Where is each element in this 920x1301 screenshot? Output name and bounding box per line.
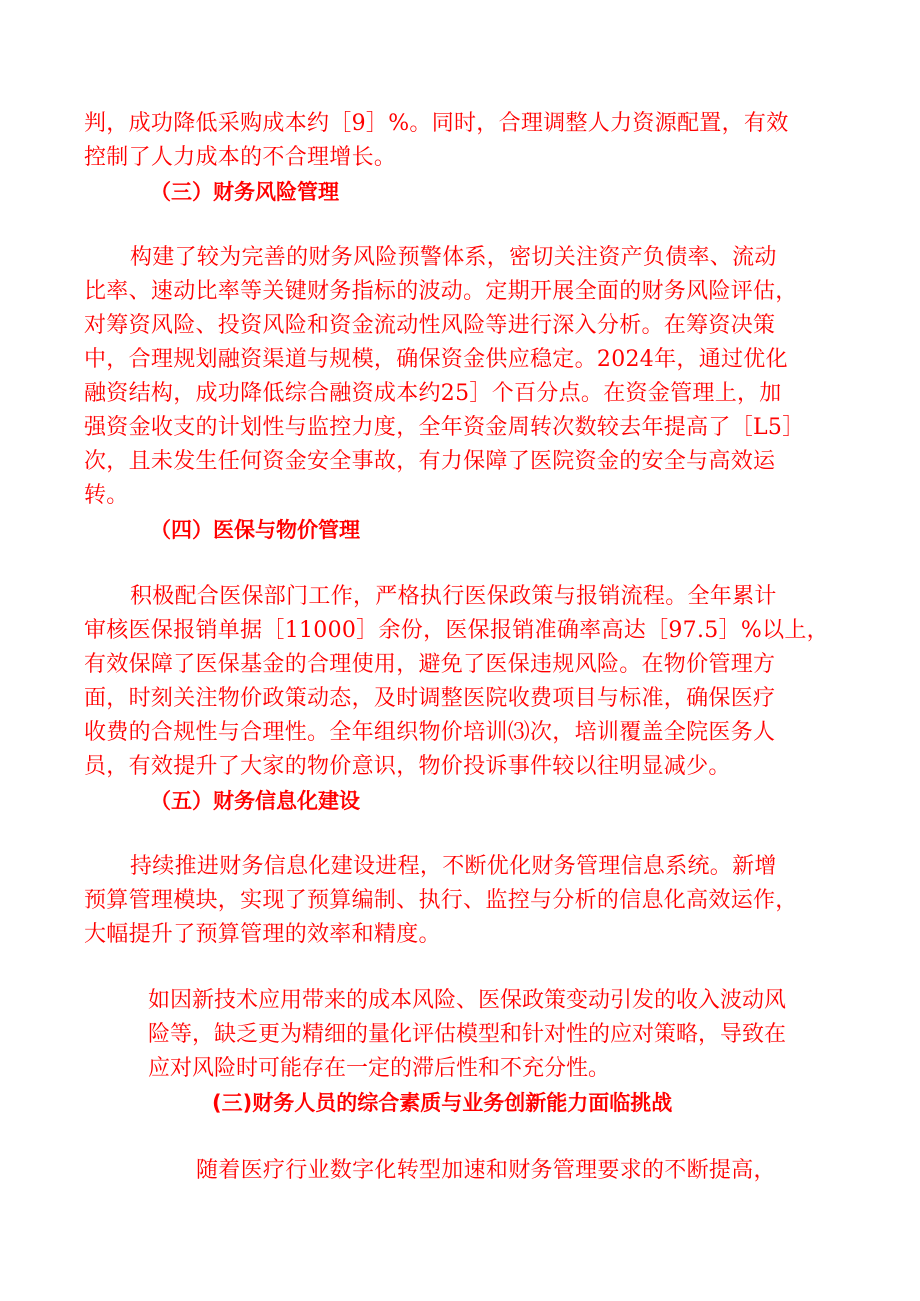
section-heading: （三）财务风险管理 [150,180,339,204]
section-heading: （四）医保与物价管理 [150,518,360,542]
paragraph-line: 融资结构，成功降低综合融资成本约25］个百分点。在资金管理上，加 [84,381,782,406]
paragraph-line: 中，合理规划融资渠道与规模，确保资金供应稳定。2024年，通过优化 [84,347,788,372]
paragraph-line: 判，成功降低采购成本约［9］%。同时，合理调整人力资源配置，有效 [84,111,789,136]
section-heading: （五）财务信息化建设 [150,789,360,813]
paragraph-line: 有效保障了医保基金的合理使用，避免了医保违规风险。在物价管理方 [84,652,776,677]
paragraph-line: 比率、速动比率等关键财务指标的波动。定期开展全面的财务风险评估， [84,279,798,304]
paragraph-line: 对筹资风险、投资风险和资金流动性风险等进行深入分析。在筹资决策 [84,313,776,338]
paragraph-line: 积极配合医保部门工作，严格执行医保政策与报销流程。全年累计 [130,584,777,609]
paragraph-line: 构建了较为完善的财务风险预警体系，密切关注资产负债率、流动 [130,245,777,270]
paragraph-line: 员，有效提升了大家的物价意识，物价投诉事件较以往明显减少。 [84,754,731,779]
paragraph-line: 审核医保报销单据［11000］余份，医保报销准确率高达［97.5］%以上， [84,618,829,643]
paragraph-line: 如因新技术应用带来的成本风险、医保政策变动引发的收入波动风 [148,988,787,1013]
paragraph-line: 应对风险时可能存在一定的滞后性和不充分性。 [148,1056,611,1081]
paragraph-line: 次，且未发生任何资金安全事故，有力保障了医院资金的安全与高效运 [84,449,776,474]
paragraph-line: 控制了人力成本的不合理增长。 [84,145,397,170]
section-heading: (三)财务人员的综合素质与业务创新能力面临挑战 [212,1091,673,1115]
paragraph-line: 险等，缺乏更为精细的量化评估模型和针对性的应对策略，导致在 [148,1022,787,1047]
paragraph-line: 大幅提升了预算管理的效率和精度。 [84,922,441,947]
paragraph-line: 预算管理模块，实现了预算编制、执行、监控与分析的信息化高效运作， [84,888,798,913]
paragraph-line: 强资金收支的计划性与监控力度，全年资金周转次数较去年提高了［L5］ [84,415,805,440]
paragraph-line: 持续推进财务信息化建设进程，不断优化财务管理信息系统。新增 [130,854,777,879]
paragraph-line: 转。 [84,483,129,508]
paragraph-line: 收费的合规性与合理性。全年组织物价培训⑶次，培训覆盖全院医务人 [84,720,776,745]
paragraph-line: 随着医疗行业数字化转型加速和财务管理要求的不断提高， [196,1158,776,1183]
paragraph-line: 面，时刻关注物价政策动态，及时调整医院收费项目与标准，确保医疗 [84,686,776,711]
